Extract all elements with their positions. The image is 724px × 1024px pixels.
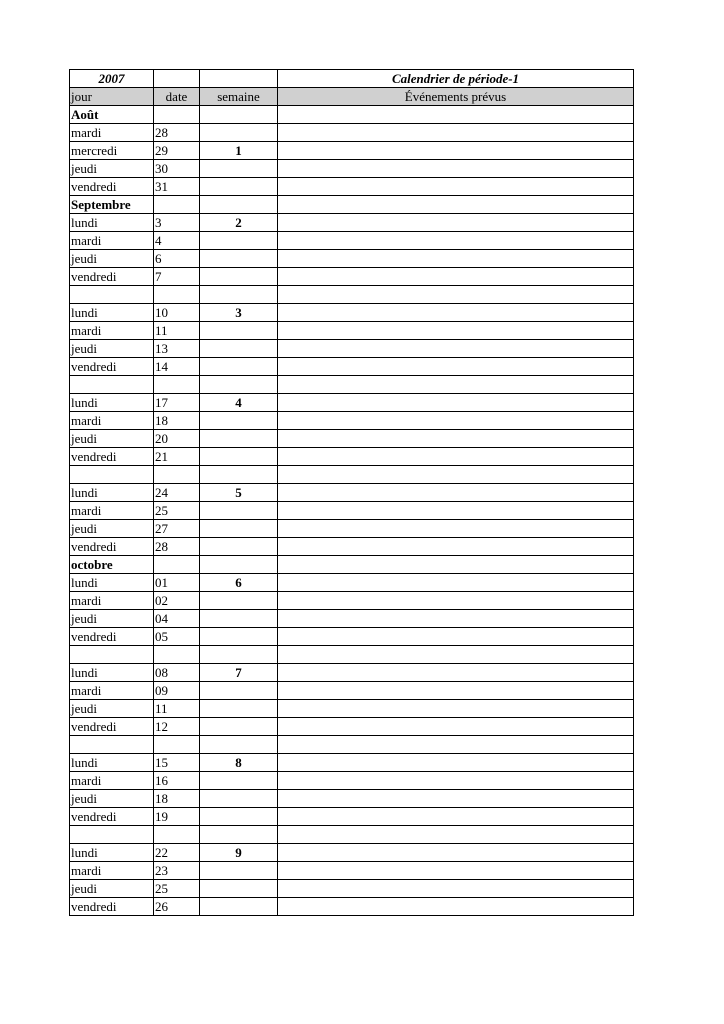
jour-cell[interactable]: lundi — [70, 574, 154, 592]
table-row — [70, 358, 634, 376]
jour-cell[interactable] — [70, 376, 154, 394]
event-cell[interactable] — [278, 376, 634, 394]
date-cell[interactable]: 24 — [154, 484, 200, 502]
jour-cell[interactable]: mardi — [70, 322, 154, 340]
date-cell[interactable]: 31 — [154, 178, 200, 196]
jour-cell[interactable]: lundi — [70, 304, 154, 322]
title-row — [70, 70, 634, 88]
event-cell[interactable] — [278, 304, 634, 322]
jour-cell[interactable]: jeudi — [70, 160, 154, 178]
column-header-jour: jour — [70, 88, 154, 106]
table-row — [70, 214, 634, 232]
semaine-cell[interactable]: 4 — [200, 394, 278, 412]
table-row — [70, 844, 634, 862]
column-header-date: date — [154, 88, 200, 106]
event-cell[interactable] — [278, 700, 634, 718]
column-header-evenements: Événements prévus — [278, 88, 634, 106]
table-row — [70, 592, 634, 610]
semaine-cell[interactable]: 8 — [200, 754, 278, 772]
jour-cell[interactable]: jeudi — [70, 700, 154, 718]
event-cell[interactable] — [278, 358, 634, 376]
table-row — [70, 790, 634, 808]
semaine-cell[interactable]: 7 — [200, 664, 278, 682]
semaine-cell[interactable] — [200, 196, 278, 214]
date-cell[interactable]: 25 — [154, 502, 200, 520]
semaine-cell[interactable] — [200, 358, 278, 376]
date-cell[interactable] — [154, 376, 200, 394]
table-row — [70, 682, 634, 700]
calendar-table — [69, 69, 634, 916]
semaine-cell[interactable] — [200, 376, 278, 394]
event-cell[interactable] — [278, 610, 634, 628]
semaine-cell[interactable] — [200, 250, 278, 268]
date-cell[interactable]: 08 — [154, 664, 200, 682]
semaine-cell[interactable] — [200, 430, 278, 448]
event-cell[interactable] — [278, 880, 634, 898]
jour-cell[interactable]: mardi — [70, 682, 154, 700]
table-row — [70, 304, 634, 322]
table-row — [70, 520, 634, 538]
event-cell[interactable] — [278, 412, 634, 430]
semaine-cell[interactable] — [200, 340, 278, 358]
jour-cell[interactable]: vendredi — [70, 538, 154, 556]
semaine-cell[interactable] — [200, 124, 278, 142]
jour-cell[interactable]: vendredi — [70, 358, 154, 376]
event-cell[interactable] — [278, 250, 634, 268]
table-row — [70, 862, 634, 880]
table-row — [70, 574, 634, 592]
date-cell[interactable]: 17 — [154, 394, 200, 412]
table-row — [70, 250, 634, 268]
jour-cell[interactable]: vendredi — [70, 808, 154, 826]
spacer-row — [70, 376, 634, 394]
event-cell[interactable] — [278, 394, 634, 412]
date-cell[interactable]: 28 — [154, 124, 200, 142]
event-cell[interactable] — [278, 430, 634, 448]
semaine-cell[interactable] — [200, 718, 278, 736]
date-cell[interactable]: 09 — [154, 682, 200, 700]
date-cell[interactable]: 3 — [154, 214, 200, 232]
event-cell[interactable] — [278, 592, 634, 610]
semaine-cell[interactable]: 1 — [200, 142, 278, 160]
event-cell[interactable] — [278, 718, 634, 736]
date-cell[interactable]: 23 — [154, 862, 200, 880]
event-cell[interactable] — [278, 502, 634, 520]
title-blank-cell — [200, 70, 278, 88]
date-cell[interactable]: 15 — [154, 754, 200, 772]
event-cell[interactable] — [278, 772, 634, 790]
semaine-cell[interactable] — [200, 826, 278, 844]
date-cell[interactable] — [154, 826, 200, 844]
spacer-row — [70, 646, 634, 664]
table-row — [70, 124, 634, 142]
table-row — [70, 754, 634, 772]
semaine-cell[interactable] — [200, 322, 278, 340]
date-cell[interactable]: 27 — [154, 520, 200, 538]
date-cell[interactable]: 20 — [154, 430, 200, 448]
table-row — [70, 232, 634, 250]
table-row — [70, 718, 634, 736]
date-cell[interactable]: 10 — [154, 304, 200, 322]
jour-cell[interactable]: jeudi — [70, 250, 154, 268]
semaine-cell[interactable] — [200, 880, 278, 898]
table-row — [70, 340, 634, 358]
semaine-cell[interactable]: 9 — [200, 844, 278, 862]
jour-cell[interactable]: lundi — [70, 484, 154, 502]
jour-cell[interactable] — [70, 286, 154, 304]
date-cell[interactable]: 18 — [154, 790, 200, 808]
jour-cell[interactable]: jeudi — [70, 610, 154, 628]
event-cell[interactable] — [278, 232, 634, 250]
date-cell[interactable]: 12 — [154, 718, 200, 736]
table-row — [70, 142, 634, 160]
date-cell[interactable] — [154, 736, 200, 754]
date-cell[interactable] — [154, 466, 200, 484]
date-cell[interactable] — [154, 196, 200, 214]
jour-cell[interactable]: mercredi — [70, 142, 154, 160]
date-cell[interactable]: 25 — [154, 880, 200, 898]
header-row — [70, 88, 634, 106]
semaine-cell[interactable] — [200, 790, 278, 808]
month-row — [70, 196, 634, 214]
table-row — [70, 610, 634, 628]
event-cell[interactable] — [278, 556, 634, 574]
semaine-cell[interactable]: 3 — [200, 304, 278, 322]
jour-cell[interactable]: vendredi — [70, 898, 154, 916]
event-cell[interactable] — [278, 646, 634, 664]
event-cell[interactable] — [278, 862, 634, 880]
date-cell[interactable]: 16 — [154, 772, 200, 790]
semaine-cell[interactable] — [200, 412, 278, 430]
event-cell[interactable] — [278, 142, 634, 160]
date-cell[interactable]: 01 — [154, 574, 200, 592]
semaine-cell[interactable] — [200, 700, 278, 718]
event-cell[interactable] — [278, 520, 634, 538]
event-cell[interactable] — [278, 286, 634, 304]
semaine-cell[interactable] — [200, 628, 278, 646]
spacer-row — [70, 286, 634, 304]
semaine-cell[interactable] — [200, 178, 278, 196]
date-cell[interactable]: 19 — [154, 808, 200, 826]
date-cell[interactable]: 04 — [154, 610, 200, 628]
semaine-cell[interactable] — [200, 862, 278, 880]
event-cell[interactable] — [278, 124, 634, 142]
semaine-cell[interactable] — [200, 772, 278, 790]
semaine-cell[interactable] — [200, 538, 278, 556]
semaine-cell[interactable] — [200, 898, 278, 916]
date-cell[interactable] — [154, 286, 200, 304]
date-cell[interactable]: 26 — [154, 898, 200, 916]
jour-cell[interactable]: mardi — [70, 862, 154, 880]
semaine-cell[interactable] — [200, 556, 278, 574]
date-cell[interactable]: 11 — [154, 322, 200, 340]
event-cell[interactable] — [278, 754, 634, 772]
semaine-cell[interactable] — [200, 286, 278, 304]
table-row — [70, 322, 634, 340]
jour-cell[interactable]: mardi — [70, 502, 154, 520]
jour-cell[interactable] — [70, 466, 154, 484]
event-cell[interactable] — [278, 844, 634, 862]
jour-cell[interactable]: mardi — [70, 592, 154, 610]
semaine-cell[interactable] — [200, 736, 278, 754]
table-row — [70, 160, 634, 178]
event-cell[interactable] — [278, 664, 634, 682]
semaine-cell[interactable] — [200, 232, 278, 250]
event-cell[interactable] — [278, 808, 634, 826]
table-row — [70, 178, 634, 196]
calendar-body — [70, 70, 634, 916]
date-cell[interactable]: 21 — [154, 448, 200, 466]
date-cell[interactable]: 14 — [154, 358, 200, 376]
jour-cell[interactable]: vendredi — [70, 718, 154, 736]
event-cell[interactable] — [278, 898, 634, 916]
month-row — [70, 556, 634, 574]
event-cell[interactable] — [278, 340, 634, 358]
table-row — [70, 700, 634, 718]
semaine-cell[interactable] — [200, 466, 278, 484]
jour-cell[interactable]: jeudi — [70, 520, 154, 538]
table-row — [70, 484, 634, 502]
date-cell[interactable] — [154, 106, 200, 124]
jour-cell[interactable]: jeudi — [70, 790, 154, 808]
year-cell: 2007 — [70, 70, 154, 88]
date-cell[interactable]: 7 — [154, 268, 200, 286]
event-cell[interactable] — [278, 322, 634, 340]
jour-cell[interactable] — [70, 826, 154, 844]
jour-cell[interactable]: vendredi — [70, 268, 154, 286]
jour-cell[interactable] — [70, 736, 154, 754]
semaine-cell[interactable] — [200, 646, 278, 664]
spacer-row — [70, 736, 634, 754]
semaine-cell[interactable] — [200, 268, 278, 286]
spacer-row — [70, 466, 634, 484]
event-cell[interactable] — [278, 106, 634, 124]
month-label: Août — [70, 106, 154, 124]
jour-cell[interactable] — [70, 646, 154, 664]
event-cell[interactable] — [278, 736, 634, 754]
date-cell[interactable]: 13 — [154, 340, 200, 358]
event-cell[interactable] — [278, 682, 634, 700]
semaine-cell[interactable] — [200, 520, 278, 538]
jour-cell[interactable]: lundi — [70, 754, 154, 772]
semaine-cell[interactable] — [200, 502, 278, 520]
jour-cell[interactable]: mardi — [70, 124, 154, 142]
jour-cell[interactable]: mardi — [70, 412, 154, 430]
event-cell[interactable] — [278, 448, 634, 466]
semaine-cell[interactable] — [200, 682, 278, 700]
table-row — [70, 808, 634, 826]
table-row — [70, 430, 634, 448]
date-cell[interactable]: 4 — [154, 232, 200, 250]
date-cell[interactable]: 02 — [154, 592, 200, 610]
table-row — [70, 538, 634, 556]
semaine-cell[interactable] — [200, 610, 278, 628]
jour-cell[interactable]: mardi — [70, 772, 154, 790]
month-label: octobre — [70, 556, 154, 574]
table-row — [70, 628, 634, 646]
semaine-cell[interactable]: 6 — [200, 574, 278, 592]
event-cell[interactable] — [278, 214, 634, 232]
table-row — [70, 664, 634, 682]
jour-cell[interactable]: jeudi — [70, 430, 154, 448]
event-cell[interactable] — [278, 790, 634, 808]
jour-cell[interactable]: jeudi — [70, 880, 154, 898]
event-cell[interactable] — [278, 178, 634, 196]
table-row — [70, 268, 634, 286]
jour-cell[interactable]: lundi — [70, 844, 154, 862]
month-label: Septembre — [70, 196, 154, 214]
table-row — [70, 502, 634, 520]
date-cell[interactable]: 29 — [154, 142, 200, 160]
semaine-cell[interactable]: 5 — [200, 484, 278, 502]
date-cell[interactable]: 18 — [154, 412, 200, 430]
date-cell[interactable]: 28 — [154, 538, 200, 556]
event-cell[interactable] — [278, 574, 634, 592]
event-cell[interactable] — [278, 484, 634, 502]
jour-cell[interactable]: jeudi — [70, 340, 154, 358]
table-row — [70, 448, 634, 466]
event-cell[interactable] — [278, 628, 634, 646]
table-row — [70, 880, 634, 898]
date-cell[interactable]: 30 — [154, 160, 200, 178]
event-cell[interactable] — [278, 160, 634, 178]
date-cell[interactable]: 6 — [154, 250, 200, 268]
jour-cell[interactable]: lundi — [70, 394, 154, 412]
jour-cell[interactable]: vendredi — [70, 628, 154, 646]
event-cell[interactable] — [278, 538, 634, 556]
spacer-row — [70, 826, 634, 844]
jour-cell[interactable]: mardi — [70, 232, 154, 250]
semaine-cell[interactable]: 2 — [200, 214, 278, 232]
semaine-cell[interactable] — [200, 592, 278, 610]
table-row — [70, 394, 634, 412]
date-cell[interactable]: 11 — [154, 700, 200, 718]
semaine-cell[interactable] — [200, 106, 278, 124]
table-row — [70, 412, 634, 430]
semaine-cell[interactable] — [200, 808, 278, 826]
title-blank-cell — [154, 70, 200, 88]
event-cell[interactable] — [278, 196, 634, 214]
date-cell[interactable]: 22 — [154, 844, 200, 862]
event-cell[interactable] — [278, 268, 634, 286]
date-cell[interactable] — [154, 556, 200, 574]
jour-cell[interactable]: vendredi — [70, 448, 154, 466]
semaine-cell[interactable] — [200, 448, 278, 466]
jour-cell[interactable]: lundi — [70, 214, 154, 232]
event-cell[interactable] — [278, 466, 634, 484]
date-cell[interactable] — [154, 646, 200, 664]
jour-cell[interactable]: lundi — [70, 664, 154, 682]
column-header-semaine: semaine — [200, 88, 278, 106]
page-title: Calendrier de période-1 — [278, 70, 634, 88]
semaine-cell[interactable] — [200, 160, 278, 178]
date-cell[interactable]: 05 — [154, 628, 200, 646]
month-row — [70, 106, 634, 124]
table-row — [70, 898, 634, 916]
jour-cell[interactable]: vendredi — [70, 178, 154, 196]
table-row — [70, 772, 634, 790]
event-cell[interactable] — [278, 826, 634, 844]
